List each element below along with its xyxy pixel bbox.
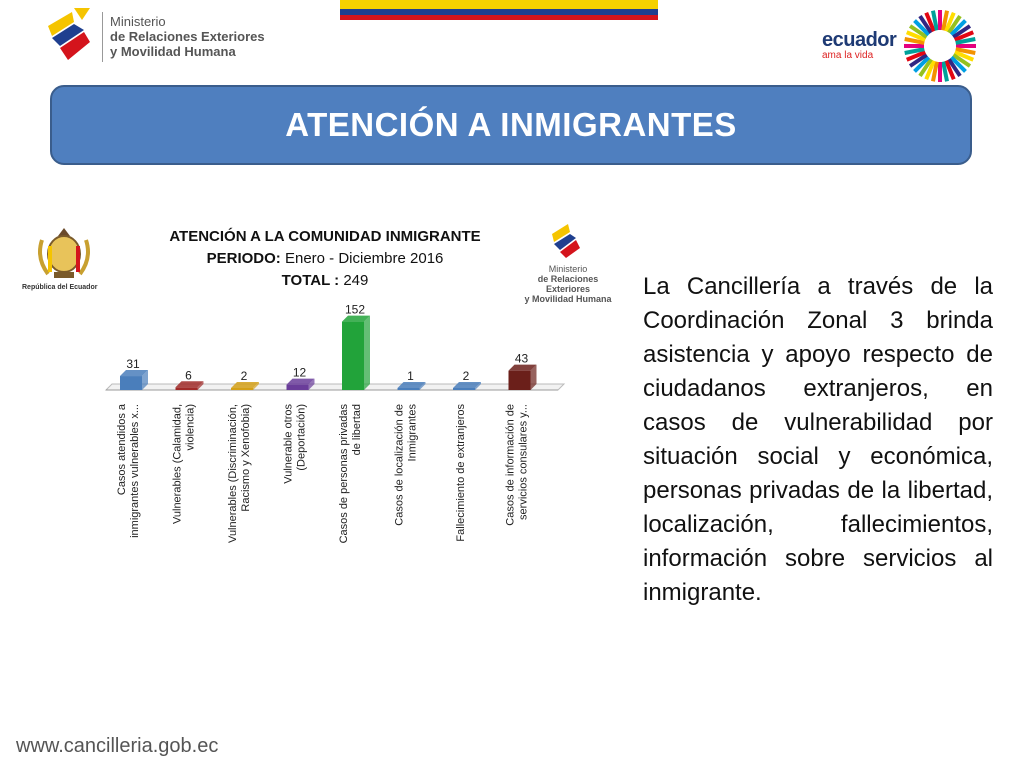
data-label: 12 [292, 365, 307, 380]
footer-url[interactable]: www.cancilleria.gob.ec [16, 735, 219, 757]
tick-label [227, 404, 252, 543]
seal-caption: República del Ecuador [22, 284, 98, 291]
bar [342, 322, 364, 390]
logo-divider [102, 12, 103, 62]
bar [453, 388, 475, 390]
data-label: 2 [240, 369, 248, 383]
bar-chart [20, 218, 630, 578]
ecuador-sun-icon [900, 6, 980, 86]
bar [509, 371, 531, 390]
tick-label-line: Casos de personas privadas [338, 404, 350, 544]
period-label: PERIODO: [206, 250, 281, 267]
data-label: 152 [344, 302, 366, 317]
ministry-line1: Ministerio [110, 14, 166, 29]
tick-label-line: Inmigrantes [406, 404, 419, 462]
tick-label-line: Vulnerables (Calamidad, [171, 404, 184, 525]
description-text: La Cancillería a través de la Coordinación Zonal 3 brinda asistencia y apoyo respecto de ciudadanos extranjeros, en casos de vulnerabilidad por situación social y económica, personas privadas de la libertad, localización, fallecimientos, información sobre servicios al inmigrante. [643, 273, 993, 606]
brand-word: ecuador [822, 29, 897, 51]
tick-label-line: Casos de información de [504, 404, 517, 526]
tick-label-line: violencia) [184, 404, 197, 451]
brand-sub: ama la vida [822, 50, 874, 61]
ministry-line3: y Movilidad Humana [110, 44, 236, 59]
bar [120, 376, 142, 390]
bar [176, 387, 198, 390]
data-label: 43 [514, 351, 529, 366]
tick-label-line: servicios consulares y... [517, 404, 530, 520]
tick-label-line: Casos de localización de [393, 404, 406, 526]
data-label: 2 [462, 369, 470, 383]
page-title: ATENCIÓN A INMIGRANTES [285, 106, 737, 143]
tick-label [505, 404, 530, 526]
small-ministry-line3: y Movilidad Humana [524, 294, 612, 304]
bar [231, 388, 253, 390]
total-label: TOTAL : [281, 272, 340, 289]
tick-label [172, 404, 197, 524]
bar-side [364, 316, 370, 390]
total-value: 249 [343, 272, 369, 289]
chart-title: ATENCIÓN A LA COMUNIDAD INMIGRANTE [169, 228, 481, 245]
bar [287, 385, 309, 390]
tick-label [116, 403, 141, 538]
tick-label-line: Fallecimiento de extranjeros [455, 404, 467, 542]
tick-label [338, 404, 363, 544]
tick-label-line: inmigrantes vulnerables x... [129, 404, 141, 538]
tick-label-line: Vulnerables (Discriminación, [227, 404, 239, 543]
tick-label-line: Vulnerable otros [282, 404, 295, 484]
period-value: Enero - Diciembre 2016 [284, 250, 444, 267]
ecuador-brand-logo [822, 30, 896, 61]
small-ministry-line2: de Relaciones Exteriores [537, 274, 599, 294]
tick-label-line: de libertad [351, 404, 363, 456]
title-banner [50, 85, 972, 165]
data-label: 1 [407, 369, 414, 383]
tick-label-line: Racismo y Xenofobia) [240, 404, 252, 512]
chart-floor [106, 384, 564, 390]
chart-container [20, 218, 630, 578]
flag-strip [340, 0, 658, 20]
bar [398, 388, 420, 390]
ministry-emblem-icon [44, 6, 106, 68]
tick-label-line: (Deportación) [295, 404, 308, 471]
small-ministry-line1: Ministerio [548, 264, 588, 274]
tick-label-line: Casos atendidos a [116, 404, 128, 496]
tick-label [455, 404, 467, 542]
ministry-line2: de Relaciones Exteriores [110, 29, 265, 44]
data-label: 31 [126, 357, 140, 372]
tick-label [283, 404, 308, 484]
data-label: 6 [185, 368, 192, 383]
tick-label [394, 404, 419, 526]
